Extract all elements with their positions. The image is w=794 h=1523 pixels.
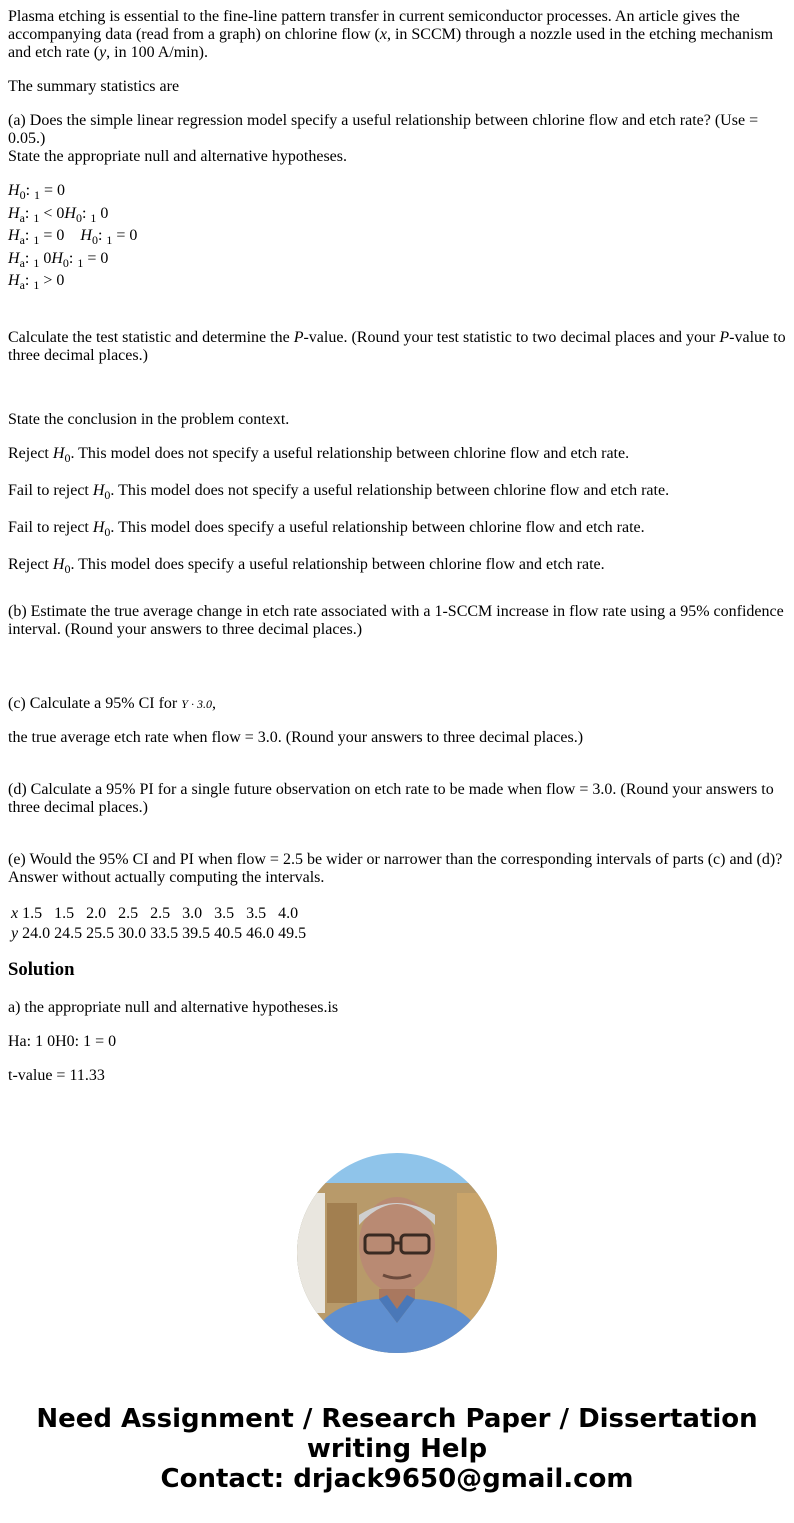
hypotheses-options — [8, 182, 786, 295]
part-d-question: (d) Calculate a 95% PI for a single future observation on etch rate to be made when flow = 3.0. (Round your answers to three decimal places.) — [8, 780, 774, 816]
solution-line-3: t-value = 11.33 — [8, 1066, 105, 1084]
hypothesis-option-1[interactable]: $H_0$: $_1$ = 0 — [8, 182, 66, 202]
conclusion-option-3[interactable]: Fail to reject $H_0$. This model does specify a useful relationship between chlorine flow and etch rate. — [8, 518, 645, 539]
table-cell: 3.0 — [182, 904, 203, 922]
footer-line-2: writing Help — [306, 1434, 488, 1464]
conclusion-option-2[interactable]: Fail to reject $H_0$. This model does not specify a useful relationship between chlorine flow and etch rate. — [8, 481, 670, 502]
table-row-x — [10, 905, 307, 923]
hypothesis-option-3[interactable]: $H_a$: $_1$ = 0 $H_0$: $_1$ = 0 — [8, 227, 138, 247]
part-b-question: (b) Estimate the true average change in etch rate associated with a 1-SCCM increase in flow rate using a 95% confidence interval. (Round your answers to three decimal places.) — [8, 602, 784, 638]
test-statistic-question: Calculate the test statistic and determine the P-value. (Round your test statistic to two decimal places and your P-value to three decimal places.) — [8, 328, 786, 364]
data-table — [8, 903, 309, 945]
table-cell: 39.5 — [182, 924, 211, 942]
table-cell: 24.5 — [54, 924, 83, 942]
table-cell: 3.5 — [214, 904, 235, 922]
solution-heading: Solution — [8, 958, 75, 980]
footer-line-1: Need Assignment / Research Paper / Dissertation — [36, 1404, 758, 1434]
table-cell: 2.5 — [150, 904, 171, 922]
table-cell: 49.5 — [278, 924, 307, 942]
table-cell: 1.5 — [22, 904, 43, 922]
table-header-y: y — [11, 924, 19, 942]
hypothesis-option-2[interactable]: $H_a$: $_1 < 0H_0$: $_1$ 0 — [8, 204, 109, 225]
table-cell: 3.5 — [246, 904, 267, 922]
hypothesis-option-5[interactable]: $H_a$: $_1$ > 0 — [8, 272, 65, 292]
table-cell: 33.5 — [150, 924, 179, 942]
table-cell: 40.5 — [214, 924, 243, 942]
summary-statistics-line: The summary statistics are — [8, 78, 180, 95]
table-header-x: x — [11, 904, 19, 922]
table-cell: 2.0 — [86, 904, 107, 922]
conclusion-option-1[interactable]: Reject $H_0$. This model does not specify a useful relationship between chlorine flow and etch rate. — [8, 444, 630, 465]
part-c-question-line1: (c) Calculate a 95% CI for Y · 3.0, — [8, 694, 216, 712]
table-cell: 25.5 — [86, 924, 115, 942]
part-c-question-line2: the true average etch rate when flow = 3.0. (Round your answers to three decimal places.) — [8, 728, 584, 746]
table-cell: 24.0 — [22, 924, 51, 942]
part-e-question: (e) Would the 95% CI and PI when flow = 2.5 be wider or narrower than the corresponding intervals of parts (c) and (d)? Answer without actually computing the intervals. — [8, 850, 783, 886]
table-cell: 46.0 — [246, 924, 275, 942]
hypothesis-option-4[interactable]: $H_a$: $_1$ $0H_0$: $_1$ = 0 — [8, 249, 109, 270]
solution-line-2: Ha: 1 0H0: 1 = 0 — [8, 1032, 117, 1050]
table-cell: 1.5 — [54, 904, 75, 922]
footer-contact-email[interactable]: Contact: drjack9650@gmail.com — [160, 1464, 634, 1494]
solution-line-1: a) the appropriate null and alternative hypotheses.is — [8, 998, 339, 1016]
avatar-portrait — [297, 1153, 497, 1353]
conclusion-option-4[interactable]: Reject $H_0$. This model does specify a useful relationship between chlorine flow and etch rate. — [8, 555, 605, 576]
author-avatar — [297, 1153, 497, 1353]
table-cell: 4.0 — [278, 904, 299, 922]
conclusion-question: State the conclusion in the problem context. — [8, 410, 290, 428]
part-a-question: (a) Does the simple linear regression model specify a useful relationship between chlorine flow and etch rate? (Use = 0.05.) State the appropriate null and alternative hypotheses. — [8, 112, 759, 165]
intro-paragraph: Plasma etching is essential to the fine-line pattern transfer in current semiconductor processes. An article gives the accompanying data (read from a graph) on chlorine flow (x, in SCCM) through a nozzle used in the etching mechanism and etch rate (y, in 100 A/min). — [8, 8, 774, 61]
contact-footer — [0, 1404, 794, 1494]
table-cell: 2.5 — [118, 904, 139, 922]
table-cell: 30.0 — [118, 924, 147, 942]
table-row-y — [10, 925, 307, 943]
